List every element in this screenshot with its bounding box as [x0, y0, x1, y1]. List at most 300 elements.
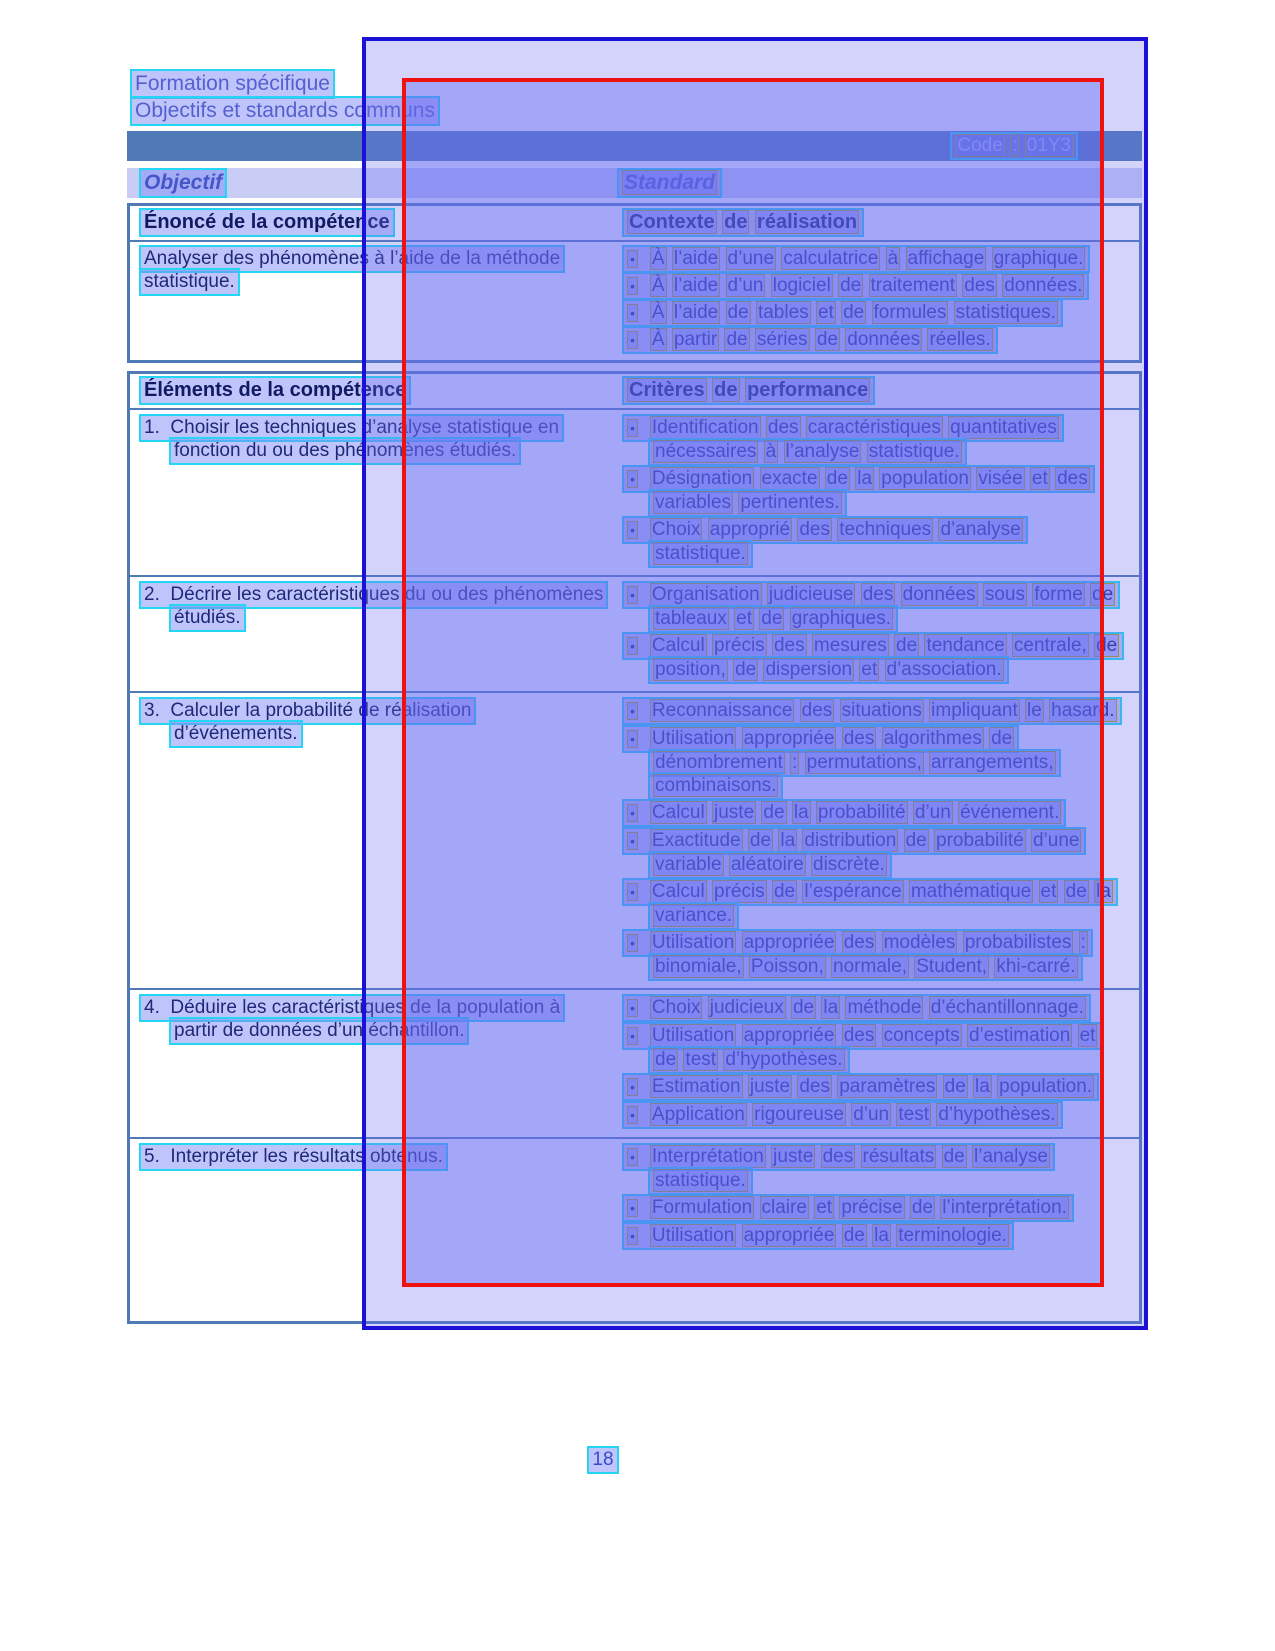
column-header-band: [127, 168, 1142, 198]
criterion-text: [622, 414, 1064, 466]
word-box: Utilisation: [651, 932, 735, 953]
word-box: quantitatives: [950, 417, 1057, 438]
element-text: 5. Interpréter les résultats obtenus.: [139, 1143, 448, 1171]
word-box: l’interprétation.: [942, 1197, 1067, 1218]
word-box: binomiale,: [655, 956, 742, 977]
criterion-item: [622, 274, 1125, 298]
word-box: de: [840, 275, 862, 296]
bullet-icon: •: [627, 304, 638, 322]
word-box: tendance: [926, 635, 1005, 656]
word-box: d’estimation: [968, 1025, 1071, 1046]
word-box: d’un: [914, 802, 951, 823]
bullet-icon: •: [627, 277, 638, 295]
bullet-icon: •: [627, 1106, 638, 1124]
criterion-text: [622, 725, 1061, 800]
code-banner: [127, 131, 1142, 161]
criterion-item: [622, 829, 1125, 876]
word-box: des: [801, 700, 833, 721]
word-box: calculatrice: [783, 248, 879, 269]
enonce-table-header: [130, 206, 1139, 242]
word-box: Désignation: [651, 468, 753, 489]
word-box: juste: [749, 1076, 791, 1097]
word-box: des: [964, 275, 995, 296]
word-box: arrangements,: [931, 752, 1054, 773]
criterion-item: [622, 328, 1125, 352]
word-box: de: [735, 659, 757, 680]
word-box: des: [843, 728, 875, 749]
bullet-icon: •: [627, 250, 638, 268]
word-box: Identification: [651, 417, 759, 438]
bullet-icon: •: [627, 419, 638, 437]
word-box: de: [727, 302, 749, 323]
word-box: judicieuse: [768, 584, 854, 605]
word-box: À: [651, 275, 665, 296]
word-box: Reconnaissance: [651, 700, 793, 721]
word-box: variance.: [655, 905, 733, 926]
word-box: et: [736, 608, 752, 629]
word-box: réalisation: [757, 211, 858, 233]
enonce-title-text: Énoncé de la compétence: [139, 208, 395, 237]
word-box: d’un: [853, 1104, 890, 1125]
criterion-item: [622, 467, 1125, 514]
word-box: de: [714, 379, 738, 401]
word-box: précis: [714, 635, 765, 656]
word-box: réelles.: [929, 329, 991, 350]
criterion-item: [622, 1224, 1125, 1248]
competence-statement-text: Analyser des phénomènes à l’aide de la méthode statistique.: [139, 245, 565, 296]
word-box: précise: [841, 1197, 903, 1218]
word-box: Critères: [629, 379, 705, 401]
word-box: de: [991, 728, 1013, 749]
word-box: d’association.: [886, 659, 1002, 680]
word-box: de: [896, 635, 918, 656]
word-box: mesures: [813, 635, 887, 656]
word-box: statistique.: [655, 543, 746, 564]
word-box: l’aide: [673, 302, 719, 323]
competence-row-3: [130, 691, 1139, 988]
page-number-text: 18: [587, 1446, 618, 1474]
word-box: 01Y3: [1026, 135, 1071, 156]
word-box: permutations,: [806, 752, 922, 773]
word-box: khi-carré.: [996, 956, 1076, 977]
word-box: judicieux: [709, 997, 784, 1018]
word-box: de: [843, 302, 865, 323]
element-cell: [130, 416, 614, 569]
word-box: Application: [651, 1104, 745, 1125]
criterion-item: [622, 931, 1125, 978]
bullet-icon: •: [627, 331, 638, 349]
word-box: Estimation: [651, 1076, 741, 1097]
word-box: des: [822, 1146, 854, 1167]
word-box: tableaux: [655, 608, 727, 629]
word-box: de: [761, 608, 783, 629]
word-box: et: [816, 1197, 833, 1218]
criterion-item: [622, 801, 1125, 825]
element-cell: [130, 996, 614, 1131]
bullet-icon: •: [627, 470, 638, 488]
criterion-text: [622, 1222, 1014, 1250]
word-box: affichage: [907, 248, 985, 269]
word-box: de: [826, 468, 848, 489]
word-box: Formulation: [651, 1197, 753, 1218]
criteres-title: [614, 379, 1139, 402]
word-box: À: [651, 329, 665, 350]
element-cell: [130, 1145, 614, 1315]
criterion-item: [622, 1145, 1125, 1192]
enonce-table-body: [130, 242, 1139, 360]
word-box: des: [799, 519, 830, 540]
element-text: 3. Calculer la probabilité de réalisation d’événements.: [139, 697, 476, 748]
bullet-icon: •: [627, 999, 638, 1017]
bullet-icon: •: [627, 586, 638, 604]
bullet-icon: •: [627, 637, 638, 655]
word-box: concepts: [883, 1025, 960, 1046]
word-box: et: [1079, 1025, 1096, 1046]
bullet-icon: •: [627, 1199, 638, 1217]
word-box: l’analyse: [785, 441, 860, 462]
word-box: Poisson,: [750, 956, 824, 977]
element-text: 2. Décrire les caractéristiques du ou des phénomènes étudiés.: [139, 581, 608, 632]
word-box: l’espérance: [804, 881, 902, 902]
word-box: données.: [1004, 275, 1083, 296]
word-box: Student,: [916, 956, 988, 977]
word-box: de: [911, 1197, 934, 1218]
word-box: logiciel: [772, 275, 831, 296]
word-box: forme: [1034, 584, 1083, 605]
word-box: centrale,: [1013, 635, 1087, 656]
code-text: [950, 131, 1078, 161]
word-box: la: [874, 1225, 889, 1246]
word-box: test: [685, 1049, 717, 1070]
word-box: et: [817, 302, 834, 323]
criterion-text: [622, 827, 1086, 879]
criteria-cell: [614, 996, 1139, 1131]
word-box: Standard: [624, 171, 716, 194]
word-box: probabilistes: [964, 932, 1072, 953]
word-box: exacte: [761, 468, 818, 489]
word-box: des: [862, 584, 894, 605]
criterion-item: [622, 583, 1125, 630]
word-box: séries: [756, 329, 808, 350]
word-box: de: [816, 329, 838, 350]
word-box: formules: [873, 302, 947, 323]
word-box: Utilisation: [651, 728, 735, 749]
elements-title-text: Éléments de la compétence: [139, 376, 411, 405]
contexte-title-text: [622, 208, 864, 237]
word-box: Choix: [651, 519, 701, 540]
criterion-text: [622, 1022, 1102, 1074]
word-box: Choix: [651, 997, 701, 1018]
bullet-icon: •: [627, 702, 638, 720]
word-box: appropriée: [743, 728, 835, 749]
word-box: appropriée: [743, 1225, 835, 1246]
word-box: données: [847, 329, 921, 350]
bullet-icon: •: [627, 1078, 638, 1096]
element-cell: [130, 583, 614, 685]
enonce-title: [130, 211, 614, 234]
word-box: l’analyse: [974, 1146, 1048, 1167]
word-box: de: [749, 830, 772, 851]
word-box: dispersion: [765, 659, 853, 680]
word-box: hasard.: [1051, 700, 1115, 721]
word-box: à: [765, 441, 777, 462]
competence-row-4: [130, 988, 1139, 1137]
word-box: Interprétation: [651, 1146, 764, 1167]
criterion-text: [622, 245, 1090, 273]
word-box: de: [763, 802, 785, 823]
criteres-title-text: [622, 376, 875, 405]
word-box: performance: [747, 379, 869, 401]
word-box: des: [843, 932, 875, 953]
word-box: pertinentes.: [740, 492, 840, 513]
word-box: d’hypothèses.: [938, 1104, 1056, 1125]
criterion-text: [622, 581, 1120, 633]
column-header-objectif: [139, 171, 227, 194]
word-box: la: [1096, 881, 1111, 902]
element-text: 1. Choisir les techniques d’analyse statistique en fonction du ou des phénomènes étudiés.: [139, 414, 564, 465]
word-box: À: [651, 302, 665, 323]
word-box: la: [780, 830, 796, 851]
word-box: de: [943, 1146, 965, 1167]
word-box: données: [902, 584, 976, 605]
criterion-text: [622, 799, 1066, 827]
bullet-icon: •: [627, 1227, 638, 1245]
header-line-2: [130, 97, 1142, 124]
standard-label: [617, 168, 722, 198]
word-box: de: [792, 997, 815, 1018]
bullet-icon: •: [627, 804, 638, 822]
word-box: aléatoire: [730, 854, 804, 875]
criterion-text: [622, 1143, 1055, 1195]
word-box: Calcul: [651, 802, 705, 823]
word-box: des: [843, 1025, 875, 1046]
word-box: population.: [999, 1076, 1093, 1097]
word-box: approprié: [709, 519, 791, 540]
code-value: [950, 132, 1078, 160]
word-box: variables: [655, 492, 732, 513]
word-box: Exactitude: [651, 830, 741, 851]
word-box: Utilisation: [651, 1025, 735, 1046]
word-box: juste: [714, 802, 755, 823]
criterion-item: [622, 301, 1125, 325]
competence-row-5: [130, 1137, 1139, 1321]
criterion-item: [622, 634, 1125, 681]
criteria-cell: [614, 583, 1139, 685]
word-box: statistique.: [868, 441, 960, 462]
criterion-item: [622, 416, 1125, 463]
element-text: 4. Déduire les caractéristiques de la population à partir de données d’un échantillon.: [139, 994, 565, 1045]
criterion-item: [622, 518, 1125, 565]
word-box: variable: [655, 854, 722, 875]
criterion-text: [622, 326, 998, 354]
bullet-icon: •: [627, 832, 638, 850]
criterion-item: [622, 247, 1125, 271]
criteria-cell: [614, 699, 1139, 982]
word-box: de: [843, 1225, 865, 1246]
word-box: d’une: [727, 248, 775, 269]
word-box: de: [724, 211, 748, 233]
word-box: de: [726, 329, 748, 350]
criterion-text: [622, 1101, 1063, 1129]
word-box: la: [857, 468, 873, 489]
elements-title: [130, 379, 614, 402]
table1-criteria-list: [614, 247, 1139, 355]
word-box: des: [1057, 468, 1088, 489]
criterion-text: [622, 465, 1095, 517]
word-box: visée: [978, 468, 1023, 489]
criterion-item: [622, 880, 1125, 927]
competence-row-1: [130, 410, 1139, 575]
word-box: traitement: [870, 275, 956, 296]
word-box: de: [905, 830, 927, 851]
word-box: des: [773, 635, 805, 656]
word-box: mathématique: [910, 881, 1032, 902]
table2-rows: [130, 410, 1139, 1321]
word-box: modèles: [883, 932, 956, 953]
word-box: Code: [957, 135, 1003, 156]
contexte-title: [614, 211, 1139, 234]
word-box: méthode: [847, 997, 922, 1018]
word-box: la: [793, 802, 809, 823]
elements-table: [127, 371, 1142, 1324]
word-box: d’une: [1032, 830, 1080, 851]
criterion-text: [622, 929, 1093, 981]
criterion-text: [622, 632, 1124, 684]
header-line-1: [130, 70, 1142, 97]
criterion-text: [622, 878, 1118, 930]
word-box: d’hypothèses.: [725, 1049, 843, 1070]
word-box: des: [767, 417, 799, 438]
bullet-icon: •: [627, 934, 638, 952]
header-line-1-text: Formation spécifique: [130, 69, 335, 99]
word-box: événement.: [960, 802, 1060, 823]
criterion-item: [622, 727, 1125, 797]
column-header-standard: [617, 168, 722, 198]
word-box: probabilité: [936, 830, 1024, 851]
criterion-text: [622, 697, 1122, 725]
criterion-item: [622, 1196, 1125, 1220]
word-box: de: [1092, 584, 1114, 605]
criterion-text: [622, 1194, 1074, 1222]
word-box: impliquant: [931, 700, 1018, 721]
element-cell: [130, 699, 614, 982]
word-box: graphique.: [993, 248, 1084, 269]
word-box: d’analyse: [940, 519, 1021, 540]
word-box: dénombrement: [655, 752, 783, 773]
competence-statement: [130, 247, 614, 355]
word-box: statistique.: [655, 1170, 746, 1191]
word-box: résultats: [862, 1146, 935, 1167]
word-box: Organisation: [651, 584, 760, 605]
word-box: situations: [841, 700, 922, 721]
word-box: de: [944, 1076, 966, 1097]
word-box: rigoureuse: [754, 1104, 844, 1125]
word-box: distribution: [804, 830, 897, 851]
word-box: techniques: [839, 519, 932, 540]
word-box: tables: [757, 302, 809, 323]
header-line-2-text: Objectifs et standards communs: [130, 96, 440, 126]
word-box: discrète.: [813, 854, 885, 875]
page-number: [553, 1448, 653, 1471]
word-box: et: [1040, 881, 1057, 902]
word-box: appropriée: [743, 1025, 835, 1046]
criterion-text: [622, 272, 1089, 300]
criterion-text: [622, 299, 1063, 327]
word-box: de: [655, 1049, 677, 1070]
word-box: À: [651, 248, 665, 269]
objectif-label: Objectif: [139, 168, 227, 198]
criterion-item: [622, 996, 1125, 1020]
word-box: de: [1065, 881, 1087, 902]
elements-table-header: [130, 374, 1139, 410]
competence-row-2: [130, 575, 1139, 691]
word-box: statistiques.: [955, 302, 1056, 323]
word-box: la: [823, 997, 839, 1018]
word-box: partir: [673, 329, 718, 350]
enonce-table: [127, 203, 1142, 363]
word-box: paramètres: [839, 1076, 936, 1097]
word-box: le: [1027, 700, 1042, 721]
word-box: claire: [761, 1197, 807, 1218]
word-box: nécessaires: [655, 441, 757, 462]
word-box: test: [898, 1104, 930, 1125]
criterion-text: [622, 994, 1091, 1022]
word-box: juste: [773, 1146, 814, 1167]
criterion-item: [622, 1024, 1125, 1071]
word-box: l’aide: [673, 248, 719, 269]
word-box: caractéristiques: [807, 417, 941, 438]
word-box: d’échantillonnage.: [930, 997, 1084, 1018]
word-box: position,: [655, 659, 726, 680]
word-box: d’un: [727, 275, 764, 296]
word-box: et: [861, 659, 878, 680]
word-box: graphiques.: [791, 608, 891, 629]
word-box: à: [887, 248, 899, 269]
word-box: sous: [984, 584, 1025, 605]
word-box: et: [1031, 468, 1048, 489]
criterion-item: [622, 1103, 1125, 1127]
criterion-text: [622, 516, 1028, 568]
word-box: :: [1012, 135, 1018, 156]
word-box: population: [881, 468, 969, 489]
word-box: l’aide: [673, 275, 719, 296]
bullet-icon: •: [627, 521, 638, 539]
bullet-icon: •: [627, 730, 638, 748]
word-box: algorithmes: [883, 728, 982, 749]
word-box: Calcul: [651, 635, 705, 656]
bullet-icon: •: [627, 883, 638, 901]
word-box: la: [975, 1076, 990, 1097]
criteria-cell: [614, 416, 1139, 569]
word-box: Calcul: [651, 881, 705, 902]
word-box: terminologie.: [898, 1225, 1007, 1246]
word-box: des: [799, 1076, 830, 1097]
criterion-item: [622, 1075, 1125, 1099]
word-box: probabilité: [817, 802, 906, 823]
word-box: :: [792, 752, 798, 773]
document-content: [127, 0, 1142, 1470]
word-box: précis: [714, 881, 765, 902]
criterion-item: [622, 699, 1125, 723]
criteria-cell: [614, 1145, 1139, 1315]
word-box: normale,: [833, 956, 907, 977]
word-box: :: [1080, 932, 1086, 953]
word-box: de: [773, 881, 796, 902]
bullet-icon: •: [627, 1027, 638, 1045]
bullet-icon: •: [627, 1148, 638, 1166]
criterion-text: [622, 1073, 1099, 1101]
word-box: combinaisons.: [655, 775, 777, 796]
